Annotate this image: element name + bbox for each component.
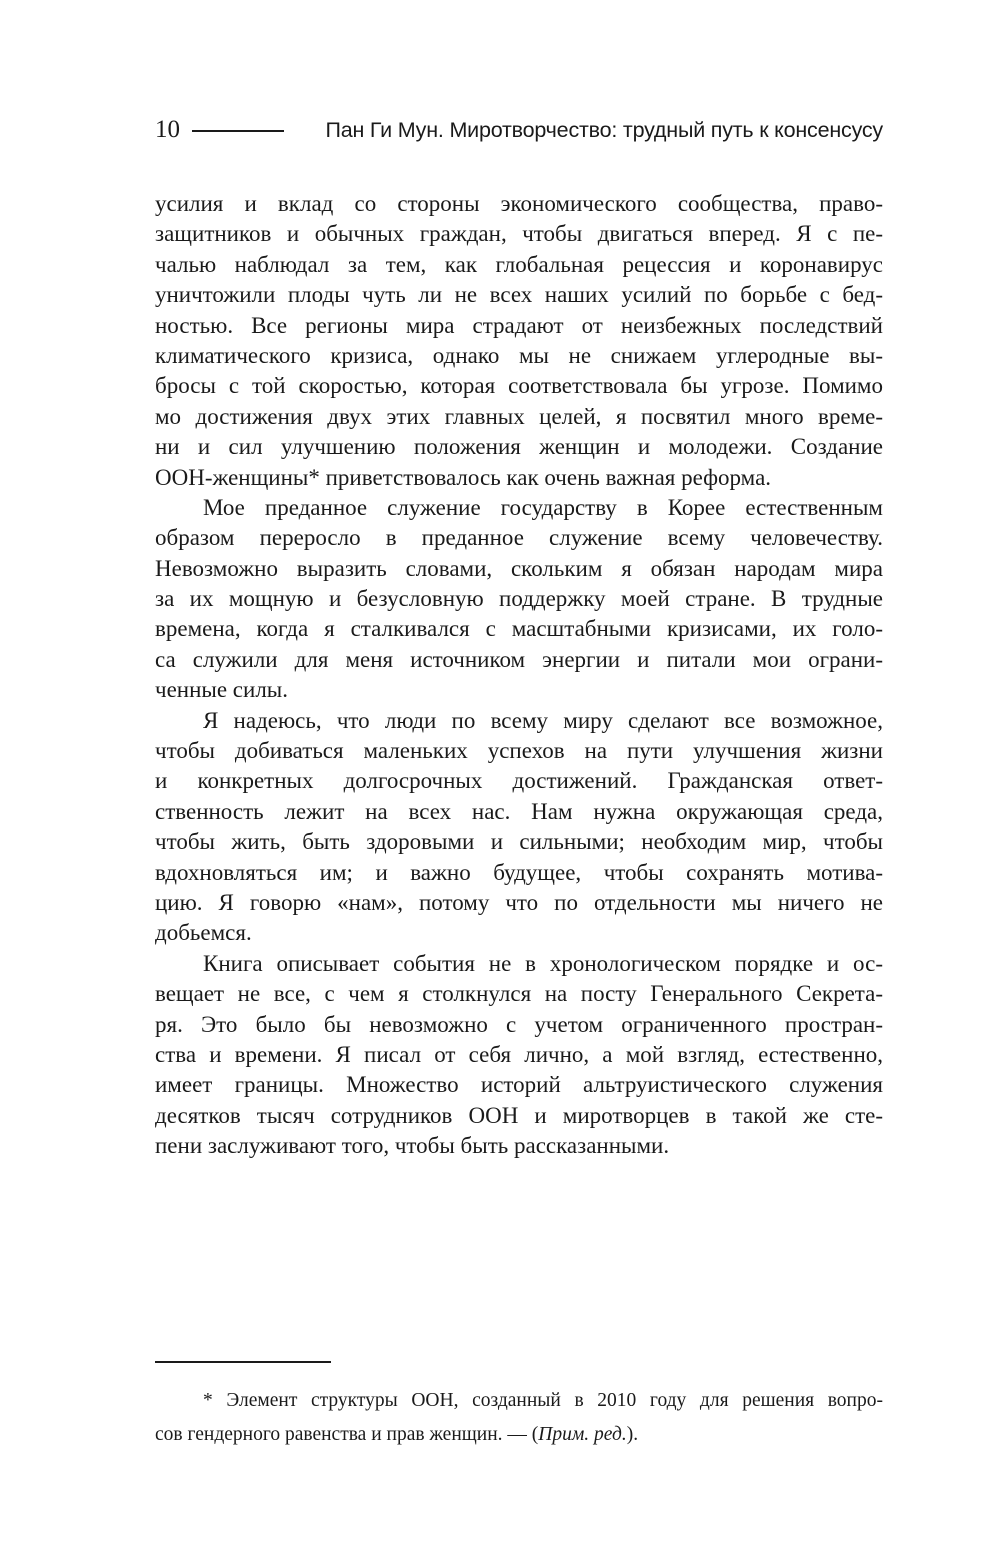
paragraph [155,189,883,493]
text-line: пени заслуживают того, чтобы быть рассказанными. [155,1133,670,1159]
text-line: ря. Это было бы невозможно с учетом ограниченного простран- [155,1011,883,1037]
text-line: вещает не все, с чем я столкнулся на посту Генерального Секрета- [155,981,883,1007]
body-text [155,189,883,1162]
text-line: Я надеюсь, что люди по всему миру сделают все возможное, [203,707,883,733]
text-line: Невозможно выразить словами, скольким я обязан народам мира [155,555,883,581]
paragraph [155,493,883,706]
text-line: цию. Я говорю «нам», потому что по отдельности мы ничего не [155,889,883,915]
running-header [155,114,883,146]
running-title: Пан Ги Мун. Миротворчество: трудный путь к консенсусу [325,118,883,142]
text-line: вдохновляться им; и важно будущее, чтобы сохранять мотива- [155,859,883,885]
footnote-text: сов гендерного равенства и прав женщин. — ( [155,1424,539,1445]
editor-note: Прим. ред. [538,1424,627,1445]
paragraph [155,706,883,949]
text-line: добьемся. [155,920,252,946]
text-line: десятков тысяч сотрудников ООН и миротворцев в такой же сте- [155,1102,883,1128]
footnote-text: ). [626,1424,639,1445]
footnote-line [155,1418,883,1452]
text-line: усилия и вклад со стороны экономического сообщества, право- [155,191,883,216]
footnote-line: * Элемент структуры ООН, созданный в 2010 году для решения вопро- [203,1390,883,1411]
text-line: за их мощную и безусловную поддержку моей стране. В трудные [155,586,883,612]
text-line: уничтожили плоды чуть ли не всех наших усилий по борьбе с бед- [155,282,883,308]
text-line: мо достижения двух этих главных целей, я посвятил много време- [155,403,883,429]
text-line: ностью. Все регионы мира страдают от неизбежных последствий [155,312,883,338]
text-line: защитников и обычных граждан, чтобы двигаться вперед. Я с пе- [155,221,883,247]
header-rule [192,130,284,132]
text-line: имеет границы. Множество историй альтруистического служения [155,1072,883,1098]
paragraph [155,949,883,1162]
text-line: са служили для меня источником энергии и питали мои ограни- [155,646,883,672]
text-line: ООН-женщины* приветствовалось как очень важная реформа. [155,464,772,490]
text-line: ни и сил улучшению положения женщин и молодежи. Создание [155,434,883,460]
text-line: образом переросло в преданное служение всему человечеству. [155,525,883,551]
text-line: чтобы добиваться маленьких успехов на пути улучшения жизни [155,738,883,764]
text-line: Мое преданное служение государству в Корее естественным [203,494,883,520]
text-line: чалью наблюдал за тем, как глобальная рецессия и коронавирус [155,251,883,277]
text-line: Книга описывает события не в хронологическом порядке и ос- [203,950,883,976]
page-number: 10 [155,116,180,143]
text-line: и конкретных долгосрочных достижений. Гражданская ответ- [155,768,883,794]
text-line: ства и времени. Я писал от себя лично, а мой взгляд, естественно, [155,1041,883,1067]
footnote-rule [155,1361,331,1363]
footnote [155,1384,883,1452]
text-line: ственность лежит на всех нас. Нам нужна окружающая среда, [155,798,883,824]
text-line: климатического кризиса, однако мы не снижаем углеродные вы- [155,342,883,368]
text-line: времена, когда я сталкивался с масштабными кризисами, их голо- [155,616,883,642]
text-line: бросы с той скоростью, которая соответствовала бы угрозе. Помимо [155,373,883,399]
text-line: ченные силы. [155,677,289,703]
text-line: чтобы жить, быть здоровыми и сильными; необходим мир, чтобы [155,829,883,855]
